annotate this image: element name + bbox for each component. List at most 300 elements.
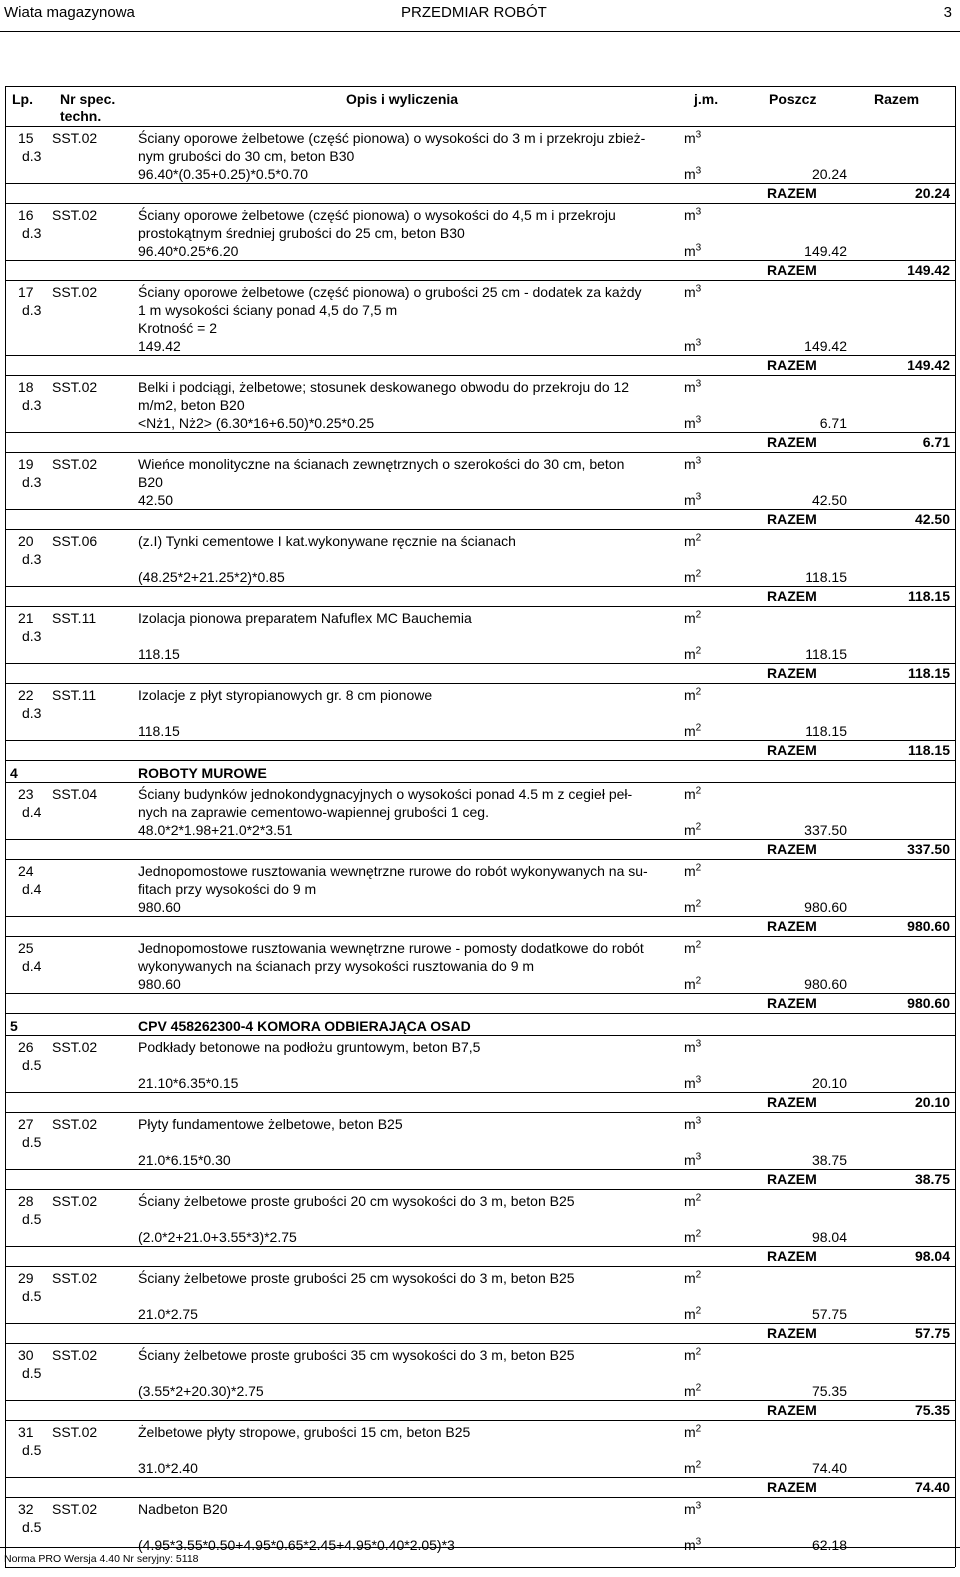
item-description-line: Ściany żelbetowe proste grubości 35 cm wysokości do 3 m, beton B25 [138,1347,575,1363]
item-number: 16 [18,207,34,223]
razem-label: RAZEM [767,511,817,527]
col-line-outer-right [955,86,956,1567]
item-poszcz: 74.40 [811,1460,847,1476]
calc-unit [684,822,701,839]
item-number: 15 [18,130,34,146]
item-unit-base: m [684,1270,696,1286]
calc-unit [684,492,701,509]
item-unit-base: m [684,940,696,956]
item-spec: SST.02 [52,284,98,300]
item-unit-exponent: 3 [695,283,702,295]
razem-divider [5,1323,955,1324]
item-unit [684,379,701,396]
item-unit [684,130,701,147]
razem-label: RAZEM [767,665,817,681]
item-number: 18 [18,379,34,395]
item-description-line: Ściany oporowe żelbetowe (część pionowa) o wysokości do 3 m i przekroju zbież- [138,130,646,146]
item-razem: 42.50 [914,511,950,527]
item-razem: 74.40 [914,1479,950,1495]
row-divider [5,606,955,607]
calc-unit-base: m [684,1229,696,1245]
item-unit [684,533,701,550]
calc-unit-exponent: 3 [695,414,702,426]
razem-divider [5,586,955,587]
item-poszcz: 980.60 [804,976,847,992]
razem-label: RAZEM [767,588,817,604]
razem-divider [5,1092,955,1093]
item-razem: 6.71 [922,434,950,450]
footer-text: Norma PRO Wersja 4.40 Nr seryjny: 5118 [4,1553,199,1565]
item-unit-exponent: 3 [695,206,702,218]
item-unit [684,1347,701,1364]
col-jm: j.m. [694,91,719,107]
item-chapter: d.4 [22,804,42,820]
item-poszcz: 62.18 [811,1537,847,1553]
razem-label: RAZEM [767,185,817,201]
razem-divider [5,355,955,356]
item-unit-base: m [684,610,696,626]
razem-label: RAZEM [767,262,817,278]
item-number: 26 [18,1039,34,1055]
item-poszcz: 38.75 [811,1152,847,1168]
document-title: PRZEDMIAR ROBÓT [401,4,547,21]
item-calculation: 42.50 [138,492,174,508]
calc-unit-base: m [684,1152,696,1168]
razem-divider [5,432,955,433]
item-spec: SST.11 [52,610,97,626]
table-top-line [5,86,955,87]
razem-divider [5,1477,955,1478]
item-spec: SST.04 [52,786,98,802]
col-nr-spec: Nr spec. [60,91,116,107]
item-calculation: 96.40*(0.35+0.25)*0.5*0.70 [138,166,309,182]
calc-unit-exponent: 2 [695,568,702,580]
item-spec: SST.02 [52,379,98,395]
razem-divider [5,260,955,261]
row-divider [5,1567,955,1568]
calc-unit-base: m [684,569,696,585]
item-spec: SST.02 [52,1347,98,1363]
item-chapter: d.4 [22,958,42,974]
calc-unit-base: m [684,166,696,182]
calc-unit-exponent: 2 [695,1305,702,1317]
item-description-line: Wieńce monolityczne na ścianach zewnętrznych o szerokości do 30 cm, beton [138,456,625,472]
item-description-line: 1 m wysokości ściany ponad 4,5 do 7,5 m [138,302,398,318]
row-divider [5,375,955,376]
row-divider [5,936,955,937]
item-unit [684,687,701,704]
calc-unit-exponent: 3 [695,491,702,503]
table-header-line [5,126,955,127]
row-divider [5,683,955,684]
item-calculation: 96.40*0.25*6.20 [138,243,239,259]
item-number: 20 [18,533,34,549]
col-lp: Lp. [12,91,33,107]
razem-divider [5,183,955,184]
calc-unit [684,243,701,260]
row-divider [5,452,955,453]
item-chapter: d.3 [22,628,42,644]
header-divider [0,31,960,32]
item-calculation: 21.0*2.75 [138,1306,198,1322]
item-spec: SST.02 [52,207,98,223]
item-number: 30 [18,1347,34,1363]
item-razem: 980.60 [907,995,950,1011]
item-poszcz: 149.42 [804,243,847,259]
calc-unit-base: m [684,723,696,739]
calc-unit [684,569,701,586]
calc-unit-base: m [684,646,696,662]
col-line-outer-left [5,86,6,1567]
item-number: 29 [18,1270,34,1286]
row-divider [5,1112,955,1113]
item-unit-exponent: 2 [695,686,702,698]
item-calculation: (48.25*2+21.25*2)*0.85 [138,569,285,585]
project-name: Wiata magazynowa [4,4,135,21]
item-unit-base: m [684,379,696,395]
item-calculation: 118.15 [138,646,180,662]
item-number: 22 [18,687,34,703]
item-spec: SST.06 [52,533,98,549]
item-razem: 118.15 [907,588,950,604]
item-unit [684,940,701,957]
calc-unit-exponent: 2 [695,898,702,910]
item-unit-exponent: 2 [695,1192,702,1204]
item-description-line: Żelbetowe płyty stropowe, grubości 15 cm, beton B25 [138,1424,471,1440]
item-poszcz: 118.15 [805,569,847,585]
item-unit-base: m [684,130,696,146]
item-chapter: d.5 [22,1365,42,1381]
calc-unit [684,1306,701,1323]
calc-unit [684,899,701,916]
razem-divider [5,509,955,510]
item-unit-exponent: 3 [695,455,702,467]
row-divider [5,859,955,860]
calc-unit-exponent: 3 [695,1536,702,1548]
calc-unit [684,1075,701,1092]
item-razem: 337.50 [907,841,950,857]
item-poszcz: 57.75 [811,1306,847,1322]
section-number: 5 [10,1018,18,1034]
calc-unit-exponent: 2 [695,645,702,657]
item-spec: SST.02 [52,1039,98,1055]
item-calculation: (3.55*2+20.30)*2.75 [138,1383,264,1399]
razem-divider [5,740,955,741]
item-chapter: d.3 [22,551,42,567]
row-divider [5,1343,955,1344]
item-number: 17 [18,284,34,300]
item-description-line: Jednopomostowe rusztowania wewnętrzne rurowe do robót wykonywanych na su- [138,863,648,879]
row-divider [5,203,955,204]
item-number: 31 [18,1424,34,1440]
item-description-line: m/m2, beton B20 [138,397,245,413]
item-number: 23 [18,786,34,802]
section-number: 4 [10,765,18,781]
page-header [4,4,952,26]
razem-label: RAZEM [767,841,817,857]
section-divider [5,1035,955,1036]
item-chapter: d.5 [22,1288,42,1304]
row-divider [5,1497,955,1498]
item-spec: SST.11 [52,687,97,703]
item-poszcz: 98.04 [811,1229,847,1245]
item-razem: 98.04 [914,1248,950,1264]
item-poszcz: 149.42 [804,338,847,354]
page-number: 3 [943,4,952,21]
calc-unit [684,976,701,993]
col-techn: techn. [60,108,102,124]
item-unit-base: m [684,284,696,300]
item-description-line: wykonywanych na ścianach przy wysokości rusztowania do 9 m [138,958,535,974]
calc-unit-base: m [684,243,696,259]
item-unit-exponent: 3 [695,1038,702,1050]
row-divider [5,760,955,761]
item-unit [684,1193,701,1210]
calc-unit [684,415,701,432]
item-description-line: Ściany oporowe żelbetowe (część pionowa) o wysokości do 4,5 m i przekroju [138,207,616,223]
item-unit-base: m [684,863,696,879]
item-unit-exponent: 2 [695,1269,702,1281]
item-poszcz: 20.10 [811,1075,847,1091]
calc-unit-base: m [684,1460,696,1476]
razem-label: RAZEM [767,995,817,1011]
item-spec: SST.02 [52,1116,98,1132]
calc-unit-base: m [684,415,696,431]
item-calculation: 980.60 [138,899,181,915]
calc-unit [684,646,701,663]
row-divider [5,1266,955,1267]
item-razem: 57.75 [914,1325,950,1341]
calc-unit-exponent: 2 [695,1228,702,1240]
calc-unit [684,166,701,183]
row-divider [5,1013,955,1014]
calc-unit-base: m [684,492,696,508]
item-unit [684,610,701,627]
item-spec: SST.02 [52,1270,98,1286]
item-unit [684,456,701,473]
item-calculation: 48.0*2*1.98+21.0*2*3.51 [138,822,293,838]
calc-unit [684,1152,701,1169]
item-unit-base: m [684,456,696,472]
item-description-line: B20 [138,474,163,490]
item-chapter: d.5 [22,1519,42,1535]
item-unit-exponent: 2 [695,609,702,621]
item-unit-exponent: 2 [695,862,702,874]
razem-label: RAZEM [767,357,817,373]
item-unit-exponent: 2 [695,1346,702,1358]
razem-divider [5,1169,955,1170]
item-unit-base: m [684,1039,696,1055]
calc-unit-exponent: 3 [695,165,702,177]
item-chapter: d.5 [22,1442,42,1458]
item-unit-base: m [684,1116,696,1132]
calc-unit-exponent: 3 [695,242,702,254]
razem-label: RAZEM [767,1171,817,1187]
item-unit [684,1270,701,1287]
calc-unit-base: m [684,899,696,915]
razem-label: RAZEM [767,1479,817,1495]
razem-label: RAZEM [767,1094,817,1110]
item-unit-base: m [684,1424,696,1440]
razem-divider [5,993,955,994]
item-description-line: (z.I) Tynki cementowe I kat.wykonywane ręcznie na ścianach [138,533,516,549]
item-chapter: d.5 [22,1057,42,1073]
item-calculation: 118.15 [138,723,180,739]
razem-label: RAZEM [767,1402,817,1418]
item-calculation: (2.0*2+21.0+3.55*3)*2.75 [138,1229,297,1245]
calc-unit [684,723,701,740]
calc-unit-exponent: 3 [695,1151,702,1163]
razem-label: RAZEM [767,918,817,934]
item-razem: 118.15 [907,742,950,758]
item-spec: SST.02 [52,130,98,146]
item-razem: 118.15 [907,665,950,681]
item-chapter: d.4 [22,881,42,897]
razem-label: RAZEM [767,1325,817,1341]
item-description-line: Izolacja pionowa preparatem Nafuflex MC Bauchemia [138,610,472,626]
section-title: CPV 458262300-4 KOMORA ODBIERAJĄCA OSAD [138,1018,471,1034]
item-calculation: 31.0*2.40 [138,1460,198,1476]
razem-divider [5,663,955,664]
calc-unit-base: m [684,1383,696,1399]
item-unit-exponent: 2 [695,939,702,951]
calc-unit-base: m [684,976,696,992]
razem-divider [5,1400,955,1401]
razem-label: RAZEM [767,434,817,450]
item-unit-base: m [684,1501,696,1517]
item-unit-base: m [684,207,696,223]
item-description-line: Izolacje z płyt styropianowych gr. 8 cm pionowe [138,687,433,703]
item-number: 21 [18,610,34,626]
calc-unit-exponent: 2 [695,722,702,734]
calc-unit [684,1383,701,1400]
calc-unit [684,1229,701,1246]
item-number: 19 [18,456,34,472]
row-divider [5,529,955,530]
row-divider [5,1420,955,1421]
item-number: 32 [18,1501,34,1517]
razem-divider [5,1246,955,1247]
item-number: 24 [18,863,34,879]
item-number: 28 [18,1193,34,1209]
item-spec: SST.02 [52,1193,98,1209]
item-chapter: d.3 [22,148,42,164]
col-opis: Opis i wyliczenia [346,91,459,107]
calc-unit-base: m [684,338,696,354]
row-divider [5,1189,955,1190]
item-description-line: Podkłady betonowe na podłożu gruntowym, beton B7,5 [138,1039,481,1055]
razem-divider [5,916,955,917]
calc-unit-exponent: 2 [695,1382,702,1394]
item-poszcz: 42.50 [811,492,847,508]
item-description-line: prostokątnym średniej grubości do 25 cm, beton B30 [138,225,465,241]
item-unit-base: m [684,1193,696,1209]
calc-unit-exponent: 2 [695,821,702,833]
item-unit [684,786,701,803]
item-unit-exponent: 2 [695,1423,702,1435]
item-poszcz: 118.15 [805,723,847,739]
col-poszcz: Poszcz [769,91,817,107]
item-unit [684,1501,701,1518]
item-chapter: d.3 [22,705,42,721]
item-number: 27 [18,1116,34,1132]
section-divider [5,782,955,783]
item-description-line: Ściany oporowe żelbetowe (część pionowa) o grubości 25 cm - dodatek za każdy [138,284,642,300]
item-chapter: d.3 [22,225,42,241]
col-razem: Razem [874,91,920,107]
calc-unit-exponent: 3 [695,337,702,349]
calc-unit-exponent: 3 [695,1074,702,1086]
calc-unit [684,338,701,355]
item-description-line: Belki i podciągi, żelbetowe; stosunek deskowanego obwodu do przekroju do 12 [138,379,630,395]
item-spec: SST.02 [52,1424,98,1440]
item-description-line: nych na zaprawie cementowo-wapiennej grubości 1 ceg. [138,804,489,820]
item-unit [684,1039,701,1056]
calc-unit-base: m [684,1306,696,1322]
item-number: 25 [18,940,34,956]
item-unit [684,863,701,880]
item-description-line: Ściany żelbetowe proste grubości 20 cm wysokości do 3 m, beton B25 [138,1193,575,1209]
item-unit-exponent: 3 [695,1500,702,1512]
item-unit [684,1116,701,1133]
item-razem: 149.42 [907,262,950,278]
item-description-line: Ściany budynków jednokondygnacyjnych o wysokości ponad 4.5 m z cegieł peł- [138,786,633,802]
item-unit-exponent: 2 [695,532,702,544]
item-unit-exponent: 3 [695,129,702,141]
item-spec: SST.02 [52,456,98,472]
item-description-line: fitach przy wysokości do 9 m [138,881,317,897]
item-description-line: Krotność = 2 [138,320,217,336]
item-unit-base: m [684,1347,696,1363]
item-razem: 149.42 [907,357,950,373]
item-unit-exponent: 3 [695,1115,702,1127]
item-poszcz: 980.60 [804,899,847,915]
item-description-line: Płyty fundamentowe żelbetowe, beton B25 [138,1116,403,1132]
item-unit [684,284,701,301]
item-description-line: Ściany żelbetowe proste grubości 25 cm wysokości do 3 m, beton B25 [138,1270,575,1286]
section-title: ROBOTY MUROWE [138,765,267,781]
item-razem: 20.24 [914,185,950,201]
item-chapter: d.3 [22,474,42,490]
item-unit-base: m [684,786,696,802]
item-razem: 20.10 [914,1094,950,1110]
item-chapter: d.3 [22,397,42,413]
item-calculation: 980.60 [138,976,181,992]
footer-divider [0,1547,960,1548]
item-calculation: (4.95*3.55*0.50+4.95*0.65*2.45+4.95*0.40*2.05)*3 [138,1537,455,1553]
item-chapter: d.5 [22,1134,42,1150]
calc-unit-exponent: 2 [695,1459,702,1471]
item-poszcz: 6.71 [819,415,847,431]
item-chapter: d.3 [22,302,42,318]
item-unit [684,1424,701,1441]
item-razem: 38.75 [914,1171,950,1187]
razem-label: RAZEM [767,1248,817,1264]
item-description-line: nym grubości do 30 cm, beton B30 [138,148,355,164]
razem-label: RAZEM [767,742,817,758]
item-unit [684,207,701,224]
item-poszcz: 75.35 [811,1383,847,1399]
item-chapter: d.5 [22,1211,42,1227]
item-unit-base: m [684,687,696,703]
calc-unit [684,1537,701,1554]
item-poszcz: 118.15 [805,646,847,662]
item-unit-base: m [684,533,696,549]
razem-divider [5,839,955,840]
item-description-line: Nadbeton B20 [138,1501,228,1517]
calc-unit-exponent: 2 [695,975,702,987]
item-unit-exponent: 3 [695,378,702,390]
